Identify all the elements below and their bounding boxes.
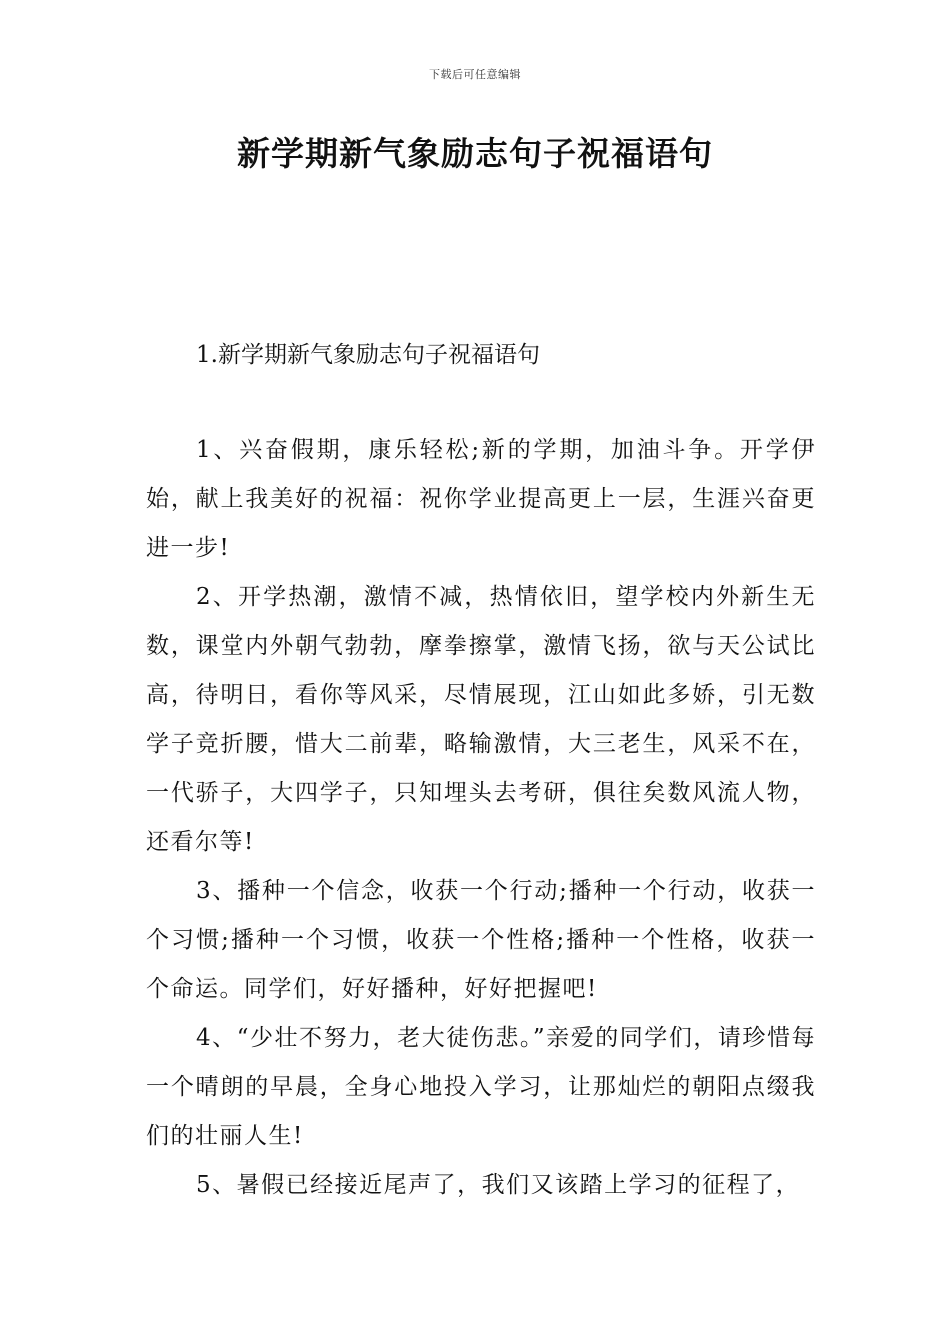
paragraph-4: 4、“少壮不努力，老大徒伤悲。”亲爱的同学们，请珍惜每一个晴朗的早晨，全身心地投入学习，让那灿烂的朝阳点缀我们的壮丽人生! (146, 1025, 816, 1149)
document-body (146, 426, 816, 1210)
paragraph-1: 1、兴奋假期，康乐轻松;新的学期，加油斗争。开学伊始，献上我美好的祝福：祝你学业提高更上一层，生涯兴奋更进一步! (146, 437, 816, 561)
header-note: 下载后可任意编辑 (429, 68, 521, 81)
paragraph-3: 3、播种一个信念，收获一个行动;播种一个行动，收获一个习惯;播种一个习惯，收获一个性格;播种一个性格，收获一个命运。同学们，好好播种，好好把握吧! (146, 878, 816, 1002)
paragraph-5: 5、暑假已经接近尾声了，我们又该踏上学习的征程了， (196, 1172, 801, 1198)
document-title: 新学期新气象励志句子祝福语句 (237, 134, 713, 173)
section-heading: 1.新学期新气象励志句子祝福语句 (196, 342, 540, 368)
paragraph-2: 2、开学热潮，激情不减，热情依旧，望学校内外新生无数，课堂内外朝气勃勃，摩拳擦掌，激情飞扬，欲与天公试比高，待明日，看你等风采，尽情展现，江山如此多娇，引无数学子竞折腰，惜大二前辈，略输激情，大三老生，风采不在，一代骄子，大四学子，只知埋头去考研，俱往矣数风流人物，还看尔等! (146, 584, 816, 855)
